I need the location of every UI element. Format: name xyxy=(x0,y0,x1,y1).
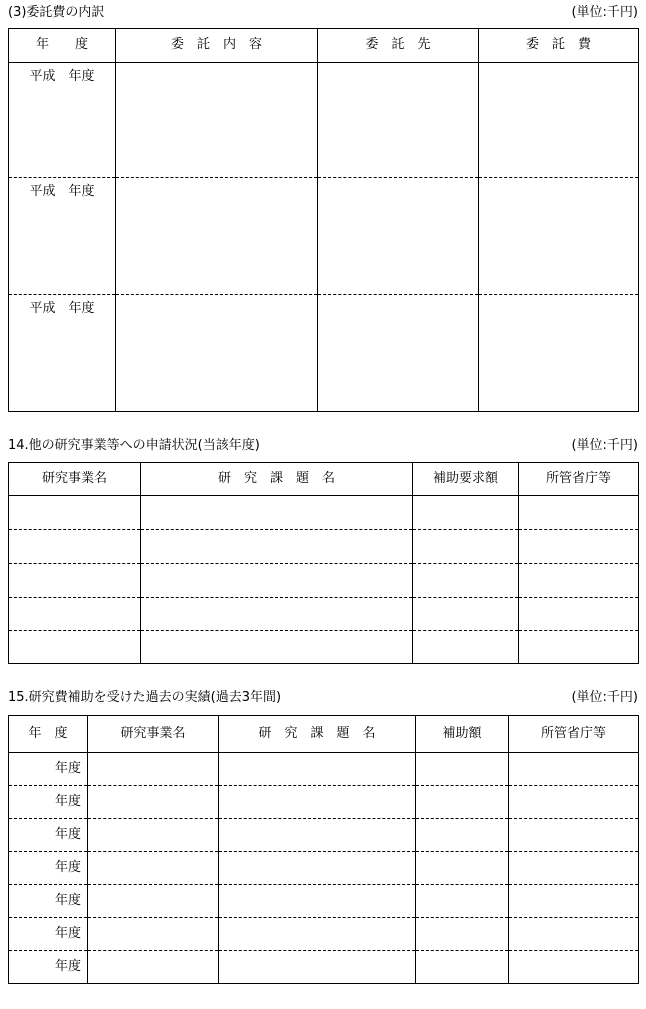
empty-cell xyxy=(88,852,219,885)
other-application-table xyxy=(8,462,639,664)
empty-cell xyxy=(9,564,141,598)
empty-cell xyxy=(416,819,509,852)
empty-cell xyxy=(219,885,416,918)
empty-cell xyxy=(88,819,219,852)
empty-cell xyxy=(519,530,639,564)
empty-cell xyxy=(116,178,318,295)
empty-cell xyxy=(219,951,416,984)
year-cell: 平成 年度 xyxy=(9,295,116,412)
col-header-research-title: 研 究 課 題 名 xyxy=(141,463,413,496)
empty-cell xyxy=(88,753,219,786)
empty-cell xyxy=(413,564,519,598)
empty-cell xyxy=(413,598,519,631)
table-header-row xyxy=(9,29,639,63)
empty-cell xyxy=(519,631,639,664)
empty-cell xyxy=(318,63,479,178)
section3-unit-label: (単位:千円) xyxy=(571,690,638,705)
empty-cell xyxy=(479,295,639,412)
empty-cell xyxy=(88,918,219,951)
delegation-cost-table xyxy=(8,28,639,412)
empty-cell xyxy=(219,918,416,951)
empty-cell xyxy=(416,852,509,885)
col-header-research-program: 研究事業名 xyxy=(88,716,219,753)
table-row xyxy=(9,178,639,295)
empty-cell xyxy=(413,631,519,664)
empty-cell xyxy=(116,63,318,178)
empty-cell xyxy=(141,496,413,530)
year-cell: 平成 年度 xyxy=(9,63,116,178)
empty-cell xyxy=(479,63,639,178)
col-header-research-program: 研究事業名 xyxy=(9,463,141,496)
table-header-row xyxy=(9,716,639,753)
table-row xyxy=(9,852,639,885)
empty-cell xyxy=(416,951,509,984)
empty-cell xyxy=(219,819,416,852)
table-row xyxy=(9,598,639,631)
col-header-research-title: 研 究 課 題 名 xyxy=(219,716,416,753)
empty-cell xyxy=(88,951,219,984)
table-row xyxy=(9,918,639,951)
empty-cell xyxy=(509,951,639,984)
year-cell: 年度 xyxy=(9,885,88,918)
table-row xyxy=(9,496,639,530)
empty-cell xyxy=(219,753,416,786)
empty-cell xyxy=(509,753,639,786)
year-cell: 年度 xyxy=(9,753,88,786)
empty-cell xyxy=(416,885,509,918)
table-row xyxy=(9,63,639,178)
section1-title: (3)委託費の内訳 xyxy=(8,5,105,20)
col-header-requested-subsidy: 補助要求額 xyxy=(413,463,519,496)
empty-cell xyxy=(509,918,639,951)
empty-cell xyxy=(318,178,479,295)
empty-cell xyxy=(519,598,639,631)
empty-cell xyxy=(9,631,141,664)
table-row xyxy=(9,885,639,918)
empty-cell xyxy=(219,786,416,819)
col-header-delegatee: 委 託 先 xyxy=(318,29,479,63)
table-row xyxy=(9,564,639,598)
empty-cell xyxy=(141,530,413,564)
year-cell: 年度 xyxy=(9,819,88,852)
empty-cell xyxy=(219,852,416,885)
section1-unit-label: (単位:千円) xyxy=(571,5,638,20)
empty-cell xyxy=(318,295,479,412)
col-header-year: 年 度 xyxy=(9,716,88,753)
table-row xyxy=(9,786,639,819)
col-header-ministry: 所管省庁等 xyxy=(509,716,639,753)
empty-cell xyxy=(141,564,413,598)
empty-cell xyxy=(9,530,141,564)
past-subsidy-table xyxy=(8,715,639,984)
empty-cell xyxy=(141,631,413,664)
table-row xyxy=(9,530,639,564)
col-header-delegation-cost: 委 託 費 xyxy=(479,29,639,63)
year-cell: 年度 xyxy=(9,852,88,885)
year-cell: 年度 xyxy=(9,786,88,819)
section2-title: 14.他の研究事業等への申請状況(当該年度) xyxy=(8,438,260,453)
table-row xyxy=(9,753,639,786)
col-header-ministry: 所管省庁等 xyxy=(519,463,639,496)
empty-cell xyxy=(416,753,509,786)
empty-cell xyxy=(416,786,509,819)
col-header-subsidy-amount: 補助額 xyxy=(416,716,509,753)
empty-cell xyxy=(416,918,509,951)
empty-cell xyxy=(9,598,141,631)
empty-cell xyxy=(116,295,318,412)
table-row xyxy=(9,631,639,664)
empty-cell xyxy=(509,852,639,885)
empty-cell xyxy=(141,598,413,631)
empty-cell xyxy=(509,786,639,819)
empty-cell xyxy=(88,885,219,918)
empty-cell xyxy=(509,819,639,852)
section2-unit-label: (単位:千円) xyxy=(571,438,638,453)
year-cell: 年度 xyxy=(9,951,88,984)
year-cell: 平成 年度 xyxy=(9,178,116,295)
empty-cell xyxy=(479,178,639,295)
empty-cell xyxy=(519,564,639,598)
empty-cell xyxy=(88,786,219,819)
empty-cell xyxy=(509,885,639,918)
year-cell: 年度 xyxy=(9,918,88,951)
empty-cell xyxy=(9,496,141,530)
table-row xyxy=(9,819,639,852)
table-header-row xyxy=(9,463,639,496)
col-header-delegation-content: 委 託 内 容 xyxy=(116,29,318,63)
empty-cell xyxy=(413,530,519,564)
col-header-year: 年 度 xyxy=(9,29,116,63)
section3-title: 15.研究費補助を受けた過去の実績(過去3年間) xyxy=(8,690,282,705)
empty-cell xyxy=(519,496,639,530)
table-row xyxy=(9,295,639,412)
empty-cell xyxy=(413,496,519,530)
table-row xyxy=(9,951,639,984)
